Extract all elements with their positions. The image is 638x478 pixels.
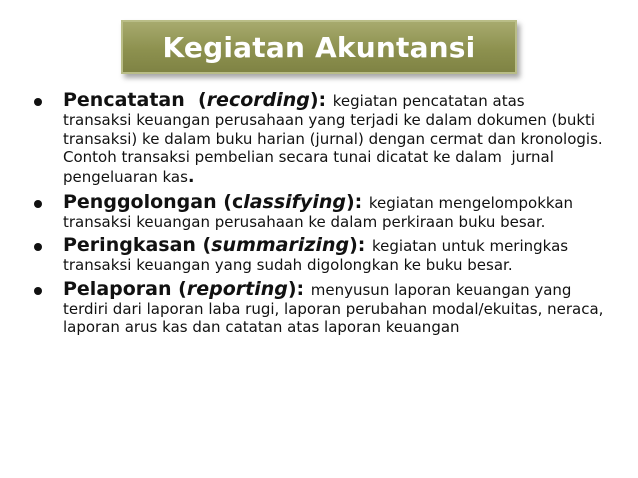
list-item-reporting xyxy=(34,279,624,337)
item-end-period: . xyxy=(187,166,195,187)
slide-title: Kegiatan Akuntansi xyxy=(162,30,476,64)
item-description: menyusun laporan keuangan yang xyxy=(310,280,572,299)
item-description-cont: transaksi keuangan perusahaan ke dalam perkiraan buku besar. xyxy=(63,212,546,231)
item-english-term: lassifying xyxy=(243,190,346,213)
item-paren-close: ): xyxy=(309,89,333,111)
item-description-cont: terdiri dari laporan laba rugi, laporan perubahan modal/ekuitas, neraca, laporan arus kas dan catatan atas laporan keuangan xyxy=(63,299,604,336)
item-paren-open: ( xyxy=(195,234,212,256)
item-english-term: reporting xyxy=(186,277,288,300)
item-english-term: summarizing xyxy=(211,234,350,256)
bullet-icon xyxy=(34,200,42,208)
item-term: Penggolongan xyxy=(63,190,217,213)
activity-list xyxy=(34,90,624,341)
item-term: Peringkasan xyxy=(63,234,196,256)
list-item-summarizing xyxy=(34,235,624,275)
item-paren-open: (c xyxy=(216,190,244,213)
item-paren-close: ): xyxy=(349,234,372,256)
list-item-recording xyxy=(34,90,624,188)
item-description: kegiatan mengelompokkan xyxy=(368,193,574,212)
item-term: Pelaporan xyxy=(63,277,172,300)
bullet-icon xyxy=(34,287,42,295)
item-paren-close: ): xyxy=(345,190,369,213)
item-description-cont: transaksi keuangan yang sudah digolongkan ke buku besar. xyxy=(63,256,513,274)
item-description: kegiatan untuk meringkas xyxy=(372,237,569,255)
item-paren-open: ( xyxy=(171,277,187,300)
title-banner xyxy=(121,20,517,74)
item-paren-close: ): xyxy=(287,277,311,300)
bullet-icon xyxy=(34,98,42,106)
item-english-term: recording xyxy=(206,89,310,111)
item-description-cont: transaksi keuangan perusahaan yang terjadi ke dalam dokumen (bukti transaksi) ke dalam buku harian (jurnal) dengan cermat dan kronologis. Contoh transaksi pembelian secara tunai dicatat ke dalam jurnal pengeluaran kas xyxy=(63,111,608,186)
list-item-classifying xyxy=(34,192,624,232)
item-term: Pencatatan xyxy=(63,89,185,111)
item-description: kegiatan pencatatan atas xyxy=(332,92,525,110)
bullet-icon xyxy=(34,243,42,251)
item-paren-open: ( xyxy=(184,89,207,111)
